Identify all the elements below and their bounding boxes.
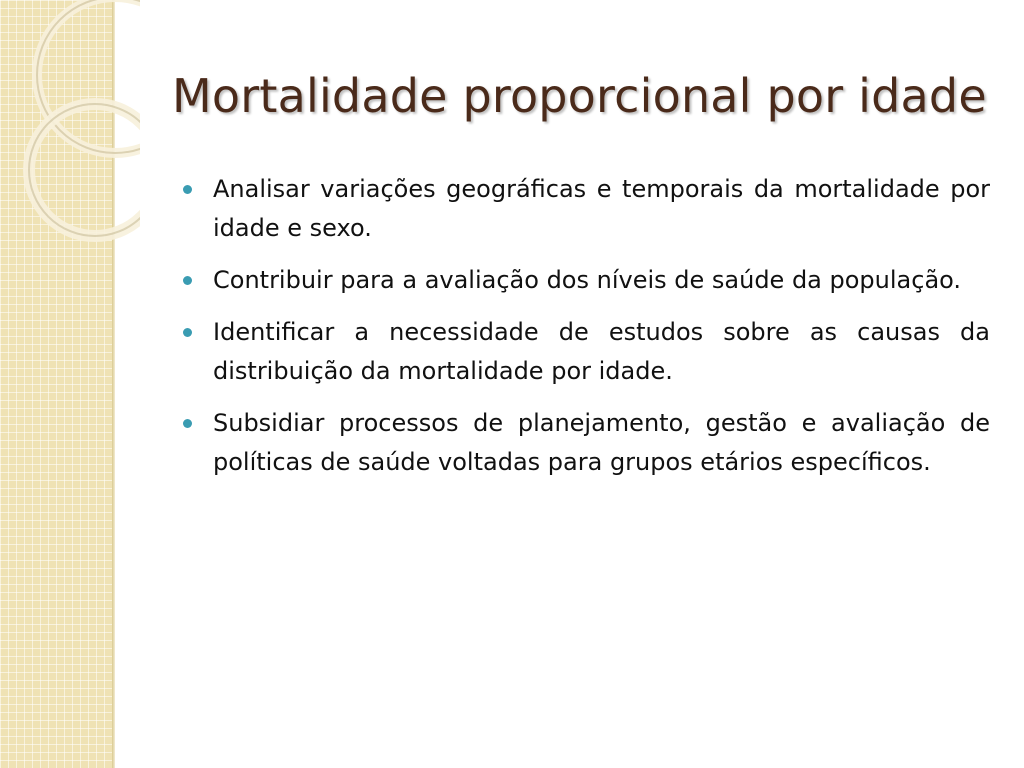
bullet-text: Contribuir para a avaliação dos níveis de saúde da população.: [213, 266, 962, 294]
bullet-dot-icon: [183, 419, 192, 428]
bullet-dot-icon: [183, 185, 192, 194]
bullet-list: [183, 170, 990, 495]
bullet-item: [183, 404, 990, 482]
slide-title: Mortalidade proporcional por idade: [172, 69, 987, 123]
bullet-text: Analisar variações geográficas e temporais da mortalidade por idade e sexo.: [213, 175, 990, 242]
bullet-text: Identificar a necessidade de estudos sobre as causas da distribuição da mortalidade por idade.: [213, 318, 990, 385]
bullet-text: Subsidiar processos de planejamento, gestão e avaliação de políticas de saúde voltadas para grupos etários específicos.: [213, 409, 990, 476]
decorative-rings: [0, 0, 140, 260]
bullet-item: [183, 170, 990, 248]
bullet-dot-icon: [183, 328, 192, 337]
bullet-item: [183, 313, 990, 391]
bullet-dot-icon: [183, 276, 192, 285]
bullet-item: [183, 261, 990, 300]
